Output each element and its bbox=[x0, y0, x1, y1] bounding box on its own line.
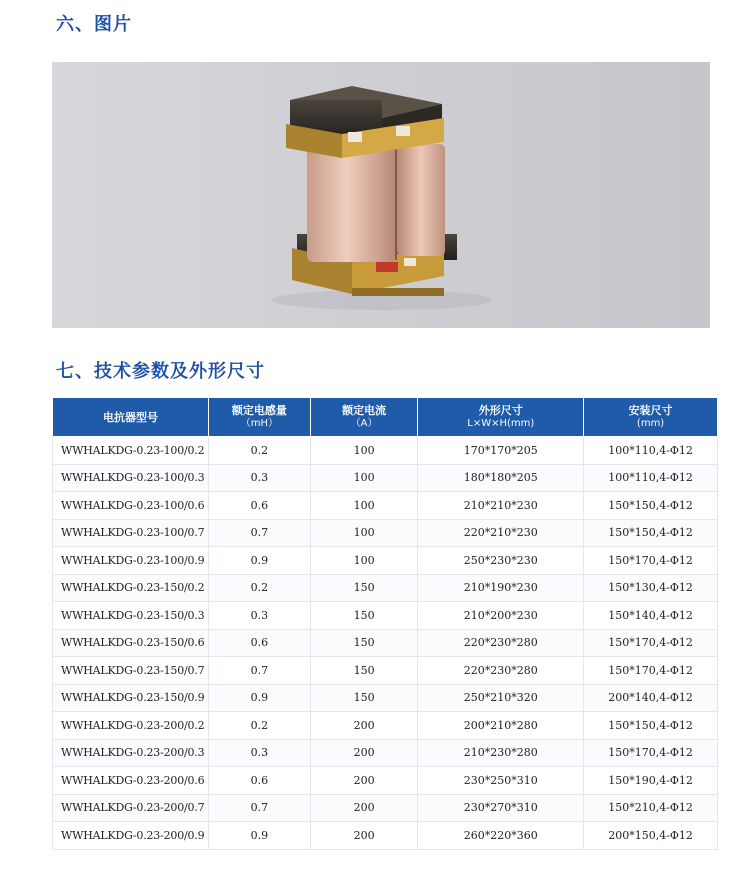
cell-current: 150 bbox=[310, 602, 418, 630]
cell-current: 200 bbox=[310, 712, 418, 740]
cell-inductance: 0.7 bbox=[208, 794, 310, 822]
cell-model: WWHALKDG-0.23-200/0.2 bbox=[53, 712, 209, 740]
table-header-row bbox=[53, 398, 718, 437]
cell-dimensions: 210*200*230 bbox=[418, 602, 584, 630]
cell-inductance: 0.2 bbox=[208, 574, 310, 602]
cell-inductance: 0.3 bbox=[208, 464, 310, 492]
cell-inductance: 0.2 bbox=[208, 712, 310, 740]
table-row bbox=[53, 684, 718, 712]
cell-dimensions: 210*210*230 bbox=[418, 492, 584, 520]
table-row bbox=[53, 794, 718, 822]
cell-dimensions: 250*230*230 bbox=[418, 547, 584, 575]
cell-dimensions: 220*210*230 bbox=[418, 519, 584, 547]
cell-dimensions: 180*180*205 bbox=[418, 464, 584, 492]
cell-dimensions: 230*270*310 bbox=[418, 794, 584, 822]
cell-inductance: 0.6 bbox=[208, 492, 310, 520]
cell-current: 150 bbox=[310, 629, 418, 657]
table-row bbox=[53, 629, 718, 657]
cell-dimensions: 210*190*230 bbox=[418, 574, 584, 602]
cell-dimensions: 170*170*205 bbox=[418, 437, 584, 465]
cell-mounting: 150*170,4-Φ12 bbox=[584, 547, 718, 575]
cell-model: WWHALKDG-0.23-150/0.7 bbox=[53, 657, 209, 685]
cell-current: 100 bbox=[310, 547, 418, 575]
cell-model: WWHALKDG-0.23-150/0.6 bbox=[53, 629, 209, 657]
table-row bbox=[53, 437, 718, 465]
cell-model: WWHALKDG-0.23-100/0.9 bbox=[53, 547, 209, 575]
cell-model: WWHALKDG-0.23-200/0.6 bbox=[53, 767, 209, 795]
cell-model: WWHALKDG-0.23-200/0.3 bbox=[53, 739, 209, 767]
cell-dimensions: 230*250*310 bbox=[418, 767, 584, 795]
section-title-specs: 七、技术参数及外形尺寸 bbox=[56, 361, 265, 382]
cell-current: 100 bbox=[310, 519, 418, 547]
cell-model: WWHALKDG-0.23-200/0.9 bbox=[53, 822, 209, 850]
section-title-pictures: 六、图片 bbox=[56, 14, 132, 35]
cell-mounting: 200*140,4-Φ12 bbox=[584, 684, 718, 712]
cell-inductance: 0.6 bbox=[208, 629, 310, 657]
cell-inductance: 0.3 bbox=[208, 602, 310, 630]
table-row bbox=[53, 657, 718, 685]
cell-mounting: 150*170,4-Φ12 bbox=[584, 657, 718, 685]
cell-inductance: 0.3 bbox=[208, 739, 310, 767]
cell-inductance: 0.9 bbox=[208, 684, 310, 712]
cell-mounting: 100*110,4-Φ12 bbox=[584, 437, 718, 465]
header-current: 额定电流 （A） bbox=[310, 398, 418, 437]
cell-mounting: 150*170,4-Φ12 bbox=[584, 739, 718, 767]
cell-current: 150 bbox=[310, 684, 418, 712]
header-mounting: 安装尺寸 (mm) bbox=[584, 398, 718, 437]
cell-dimensions: 220*230*280 bbox=[418, 657, 584, 685]
table-row bbox=[53, 767, 718, 795]
cell-model: WWHALKDG-0.23-200/0.7 bbox=[53, 794, 209, 822]
cell-current: 150 bbox=[310, 657, 418, 685]
header-inductance: 额定电感量 （mH） bbox=[208, 398, 310, 437]
cell-current: 100 bbox=[310, 437, 418, 465]
cell-dimensions: 250*210*320 bbox=[418, 684, 584, 712]
table-row bbox=[53, 547, 718, 575]
spec-table bbox=[52, 397, 718, 850]
cell-dimensions: 220*230*280 bbox=[418, 629, 584, 657]
cell-mounting: 150*190,4-Φ12 bbox=[584, 767, 718, 795]
cell-model: WWHALKDG-0.23-100/0.2 bbox=[53, 437, 209, 465]
cell-inductance: 0.2 bbox=[208, 437, 310, 465]
cell-dimensions: 200*210*280 bbox=[418, 712, 584, 740]
cell-inductance: 0.6 bbox=[208, 767, 310, 795]
cell-current: 150 bbox=[310, 574, 418, 602]
cell-mounting: 100*110,4-Φ12 bbox=[584, 464, 718, 492]
cell-model: WWHALKDG-0.23-100/0.3 bbox=[53, 464, 209, 492]
reactor-photo bbox=[52, 62, 710, 328]
cell-inductance: 0.7 bbox=[208, 519, 310, 547]
header-dimensions: 外形尺寸 L×W×H(mm) bbox=[418, 398, 584, 437]
table-row bbox=[53, 602, 718, 630]
cell-model: WWHALKDG-0.23-100/0.7 bbox=[53, 519, 209, 547]
table-row bbox=[53, 822, 718, 850]
cell-mounting: 150*210,4-Φ12 bbox=[584, 794, 718, 822]
cell-model: WWHALKDG-0.23-100/0.6 bbox=[53, 492, 209, 520]
cell-dimensions: 210*230*280 bbox=[418, 739, 584, 767]
cell-mounting: 200*150,4-Φ12 bbox=[584, 822, 718, 850]
cell-current: 100 bbox=[310, 492, 418, 520]
table-row bbox=[53, 519, 718, 547]
table-row bbox=[53, 712, 718, 740]
table-row bbox=[53, 492, 718, 520]
table-row bbox=[53, 464, 718, 492]
cell-mounting: 150*140,4-Φ12 bbox=[584, 602, 718, 630]
cell-dimensions: 260*220*360 bbox=[418, 822, 584, 850]
cell-current: 100 bbox=[310, 464, 418, 492]
cell-model: WWHALKDG-0.23-150/0.2 bbox=[53, 574, 209, 602]
cell-mounting: 150*150,4-Φ12 bbox=[584, 712, 718, 740]
cell-inductance: 0.9 bbox=[208, 547, 310, 575]
cell-model: WWHALKDG-0.23-150/0.9 bbox=[53, 684, 209, 712]
cell-current: 200 bbox=[310, 794, 418, 822]
cell-current: 200 bbox=[310, 822, 418, 850]
header-model: 电抗器型号 bbox=[53, 398, 209, 437]
table-row bbox=[53, 739, 718, 767]
cell-mounting: 150*150,4-Φ12 bbox=[584, 492, 718, 520]
cell-mounting: 150*170,4-Φ12 bbox=[584, 629, 718, 657]
cell-inductance: 0.7 bbox=[208, 657, 310, 685]
table-row bbox=[53, 574, 718, 602]
cell-mounting: 150*130,4-Φ12 bbox=[584, 574, 718, 602]
cell-current: 200 bbox=[310, 767, 418, 795]
reactor-photo-icon bbox=[52, 62, 710, 328]
cell-mounting: 150*150,4-Φ12 bbox=[584, 519, 718, 547]
cell-inductance: 0.9 bbox=[208, 822, 310, 850]
cell-model: WWHALKDG-0.23-150/0.3 bbox=[53, 602, 209, 630]
cell-current: 200 bbox=[310, 739, 418, 767]
